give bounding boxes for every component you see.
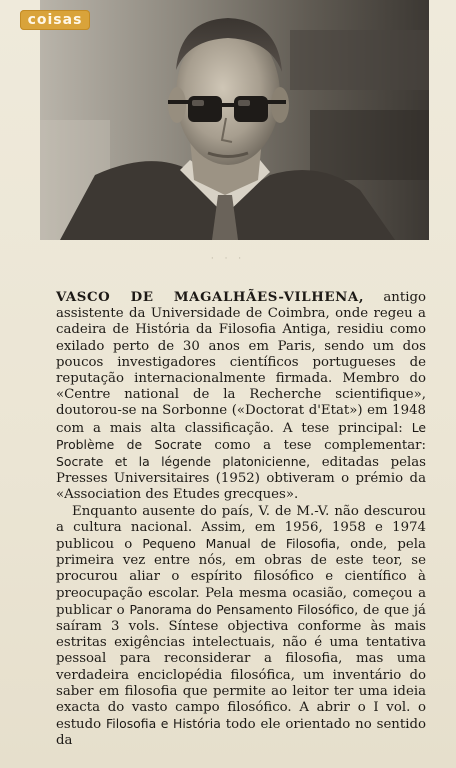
paragraph-2-text-a: Enquanto ausente do país, V. de M.-V. não descurou a cultura nacional. Assim, em 1956, 1958 e 1974 publicou o xyxy=(56,503,426,553)
paragraph-2-text-b: onde, pela primeira vez entre nós, em obras de este teor, se procurou aliar o espírito filosófico e científico à preocupação escolar. Pela mesma ocasião, começou a publicar o xyxy=(56,537,426,618)
paragraph-2-text-d: todo ele orientado no sentido da xyxy=(56,717,426,749)
work-title-filosofia-e-historia: Filosofia e História xyxy=(106,716,221,732)
work-title-pequeno-manual: Pequeno Manual de Filosofia, xyxy=(142,536,340,552)
paragraph-1-text-a: antigo assistente da Universidade de Coimbra, onde regeu a cadeira de História da Filosofia Antiga, residiu como exilado perto de 30 anos em Paris, sendo um dos poucos investigadores científicos portugueses de reputação internacionalmente firmada. Membro do «Centre national de la Recherche scientifique», doutorou-se na Sorbonne («Doctorat d'Etat») em 1948 com a mais alta classificação. A tese principal: xyxy=(56,290,426,436)
paragraph-2 xyxy=(56,504,426,750)
author-name: VASCO DE MAGALHÃES-VILHENA, xyxy=(56,290,365,305)
paragraph-1-text-b: como a tese complementar: xyxy=(201,437,426,453)
work-title-panorama: Panorama do Pensamento Filosófico, xyxy=(129,601,359,617)
divider-dots: · · · xyxy=(210,254,246,264)
work-title-le-probleme-de-socrate: Le Problème de Socrate xyxy=(56,419,426,452)
paragraph-2-text-c: de que já saíram 3 vols. Síntese objectiva conforme às mais estritas exigências intelectuais, não é uma tentativa pessoal para reconsiderar a filosofia, mas uma verdadeira enciclopédia filosófica, um inventário do saber em filosofia que permite ao leitor ter uma ideia exacta do vasto campo filosófico. A abrir o I vol. o estudo xyxy=(56,602,426,733)
author-portrait-photo xyxy=(40,0,429,240)
paragraph-1 xyxy=(56,290,426,504)
work-title-socrate-et-la-legende: Socrate et la légende platonicienne, xyxy=(56,454,311,470)
coisas-logo: coisas xyxy=(20,10,90,30)
portrait-illustration xyxy=(40,0,429,240)
paragraph-1-text-c: editadas pelas Presses Universitaires (1952) obtiveram o prémio da «Association des Etudes grecques». xyxy=(56,455,427,503)
article-body xyxy=(56,290,426,750)
